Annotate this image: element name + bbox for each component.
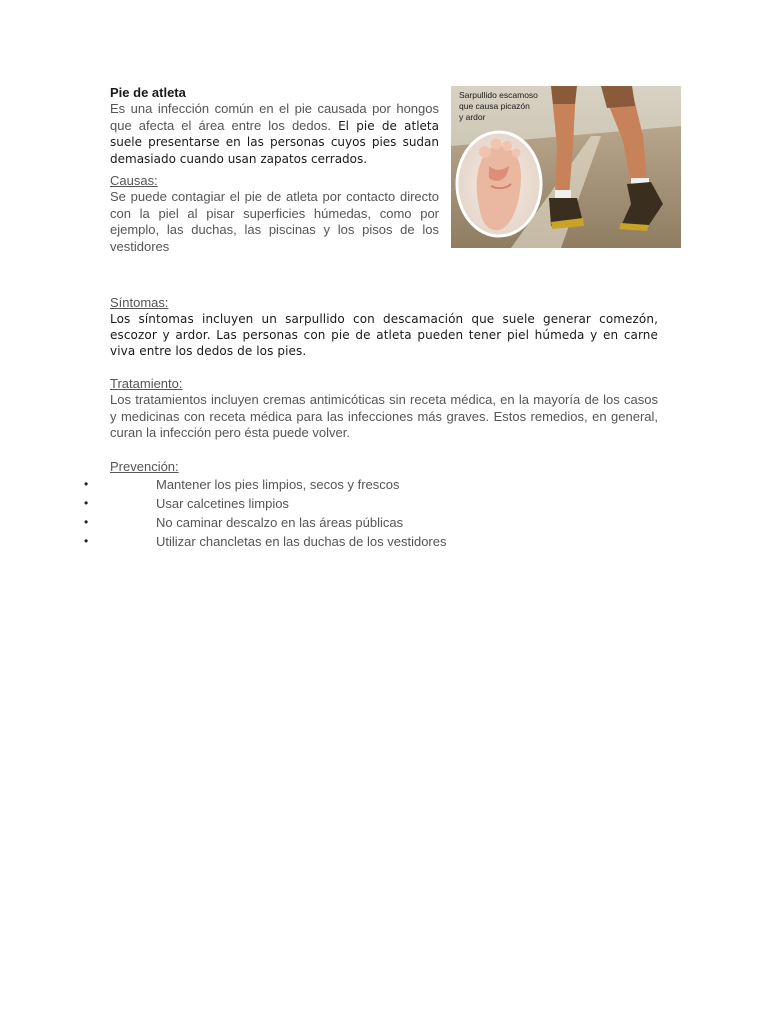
symptoms-paragraph: Los síntomas incluyen un sarpullido con descamación que suele generar comezón, escozor y ardor. Las personas con pie de atleta pueden tener piel húmeda y en carne viva entre los dedos de los pies. bbox=[110, 312, 658, 358]
bullet-icon: • bbox=[84, 515, 89, 529]
causes-heading: Causas: bbox=[110, 173, 158, 188]
caption-line: Sarpullido escamoso bbox=[459, 90, 538, 100]
list-item bbox=[84, 532, 658, 551]
intro-paragraph bbox=[110, 101, 439, 167]
caption-line: y ardor bbox=[459, 112, 486, 122]
list-item bbox=[84, 494, 658, 513]
intro-text-light: Es una infección común en el pie causada por hongos que afecta el área entre los dedos. bbox=[110, 101, 439, 133]
athletes-foot-illustration bbox=[451, 86, 681, 248]
list-item bbox=[84, 475, 658, 494]
prevention-section bbox=[84, 459, 658, 551]
treatment-paragraph: Los tratamientos incluyen cremas antimicóticas sin receta médica, en la mayoría de los casos y medicinas con receta médica para las infecciones más graves. Estos remedios, en general, curan la infección pero ésta puede volver. bbox=[110, 392, 658, 440]
bullet-icon: • bbox=[84, 534, 89, 548]
list-item bbox=[84, 513, 658, 532]
illustration-caption bbox=[459, 90, 538, 123]
intro-text-dark: El pie de atleta suele presentarse en las personas cuyos pies sudan demasiado cuando usan zapatos cerrados. bbox=[110, 118, 439, 166]
causes-paragraph: Se puede contagiar el pie de atleta por contacto directo con la piel al pisar superficies húmedas, como por ejemplo, las duchas, las piscinas y los pisos de los vestidores bbox=[110, 189, 439, 254]
list-item-text: No caminar descalzo en las áreas públicas bbox=[156, 515, 404, 530]
prevention-heading: Prevención: bbox=[110, 459, 179, 474]
treatment-heading: Tratamiento: bbox=[110, 376, 183, 391]
document-title: Pie de atleta bbox=[110, 85, 186, 100]
list-item-text: Mantener los pies limpios, secos y frescos bbox=[156, 477, 400, 492]
prevention-list bbox=[84, 475, 658, 551]
list-item-text: Usar calcetines limpios bbox=[156, 496, 289, 511]
bullet-icon: • bbox=[84, 477, 89, 491]
symptoms-heading: Síntomas: bbox=[110, 295, 169, 310]
list-item-text: Utilizar chancletas en las duchas de los vestidores bbox=[156, 534, 447, 549]
caption-line: que causa picazón bbox=[459, 101, 530, 111]
causes-section bbox=[110, 173, 439, 255]
treatment-section bbox=[110, 376, 658, 442]
symptoms-section bbox=[110, 295, 658, 359]
bullet-icon: • bbox=[84, 496, 89, 510]
intro-section bbox=[110, 85, 439, 255]
